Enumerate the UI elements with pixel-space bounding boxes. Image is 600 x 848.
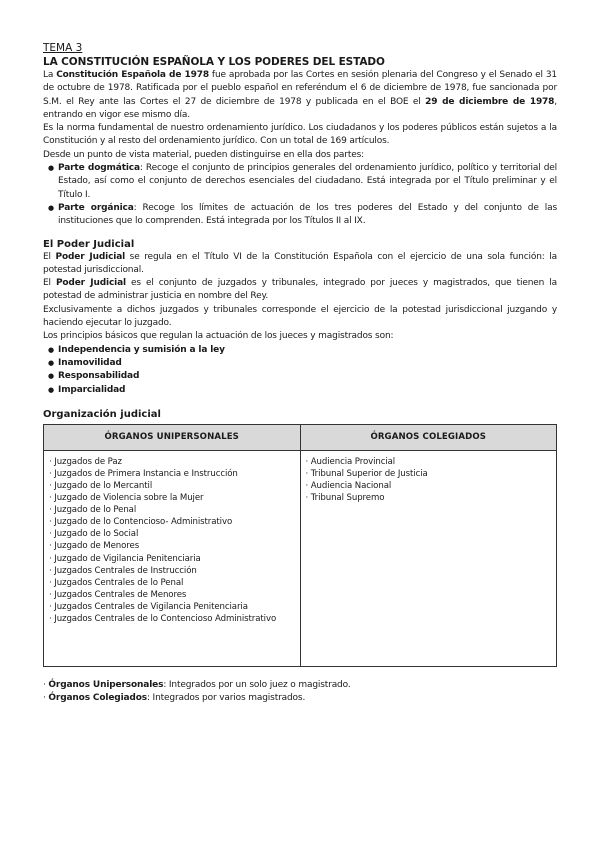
pj-paragraph-4: Los principios básicos que regulan la actuación de los jueces y magistrados son: — [43, 331, 394, 342]
column-header-unipersonales: ÓRGANOS UNIPERSONALES — [44, 424, 301, 450]
list-item: · Juzgados de Primera Instancia e Instrucción — [49, 468, 238, 479]
list-item: · Juzgados Centrales de lo Penal — [49, 577, 184, 588]
column-header-colegiados: ÓRGANOS COLEGIADOS — [300, 424, 557, 450]
unipersonales-list — [49, 456, 296, 625]
intro-paragraph-1: La Constitución Española de 1978 fue aprobada por las Cortes en sesión plenaria del Congreso y el Senado el 31 de octubre de 1978. Ratificada por el pueblo español en referéndum el 6 de diciembre de 1978, fue sancionada por S.M. el Rey ante las Cortes el 27 de diciembre de 1978 y publicada en el BOE el 29 de diciembre de 1978, entrando en vigor ese mismo día. — [43, 70, 558, 120]
section-heading-poder-judicial: El Poder Judicial — [43, 238, 135, 250]
list-item: · Juzgado de lo Social — [49, 529, 139, 540]
notes — [43, 679, 557, 706]
list-item: · Juzgados Centrales de Instrucción — [49, 565, 197, 576]
tema-label: TEMA 3 — [43, 42, 83, 54]
list-item: · Juzgado de Violencia sobre la Mujer — [49, 493, 204, 504]
list-item: · Tribunal Superior de Justicia — [305, 468, 428, 479]
pj-paragraph-3: Exclusivamente a dichos juzgados y tribunales corresponde el ejercicio de la potestad jurisdiccional juzgando y haciendo ejecutar lo juzgado. — [43, 304, 557, 329]
list-item: · Juzgado de Menores — [49, 541, 140, 552]
pj-paragraph-2: El Poder Judicial es el conjunto de juzgados y tribunales, integrado por jueces y magistrados, que tienen la potestad de administrar justicia en nombre del Rey. — [43, 278, 557, 302]
list-item: · Juzgados Centrales de Menores — [49, 589, 187, 600]
cell-colegiados — [300, 450, 557, 666]
list-item: · Audiencia Nacional — [305, 481, 392, 492]
list-item: ● Parte dogmática: Recoge el conjunto de principios generales del ordenamiento jurídico, político y territorial del Estado, así como el conjunto de derechos esenciales del ciudadano. Está integrada por el Título preliminar y el Título I. — [43, 162, 557, 202]
list-item: ● Independencia y sumisión a la ley — [43, 344, 557, 357]
organization-table — [43, 424, 557, 667]
list-item: ● Imparcialidad — [43, 384, 557, 397]
intro-paragraph-2: Es la norma fundamental de nuestro ordenamiento jurídico. Los ciudadanos y los poderes públicos están sujetos a la Constitución y al resto del ordenamiento jurídico. Con un total de 169 artículos. — [43, 123, 557, 147]
document-page — [43, 42, 557, 706]
list-item: · Juzgados Centrales de lo Contencioso Administrativo — [49, 614, 277, 625]
list-item: ● Inamovilidad — [43, 357, 557, 370]
intro-paragraph-3: Desde un punto de vista material, pueden distinguirse en ella dos partes: — [43, 149, 365, 160]
colegiados-list — [306, 456, 553, 504]
document-title: LA CONSTITUCIÓN ESPAÑOLA Y LOS PODERES DEL ESTADO — [43, 56, 385, 68]
cell-unipersonales — [44, 450, 301, 666]
list-item: · Audiencia Provincial — [305, 456, 396, 467]
list-item: ● Responsabilidad — [43, 370, 557, 383]
list-item: · Juzgados Centrales de Vigilancia Penitenciaria — [49, 601, 248, 612]
parts-list — [43, 162, 557, 228]
list-item: · Juzgado de lo Penal — [49, 505, 137, 516]
list-item: · Juzgado de lo Mercantil — [49, 481, 153, 492]
list-item: · Tribunal Supremo — [305, 493, 385, 504]
pj-paragraph-1: El Poder Judicial se regula en el Título VI de la Constitución Española con el ejercicio de una sola función: la potestad jurisdiccional. — [43, 251, 557, 275]
section-heading-organizacion: Organización judicial — [43, 408, 161, 420]
principles-list — [43, 344, 557, 397]
note-unipersonales: · Órganos Unipersonales: Integrados por un solo juez o magistrado. — [43, 679, 351, 690]
list-item: · Juzgados de Paz — [49, 456, 122, 467]
note-colegiados: · Órganos Colegiados: Integrados por varios magistrados. — [43, 693, 306, 704]
list-item: · Juzgado de Vigilancia Penitenciaria — [49, 553, 201, 564]
list-item: · Juzgado de lo Contencioso- Administrativo — [49, 517, 233, 528]
list-item: ● Parte orgánica: Recoge los límites de actuación de los tres poderes del Estado y del conjunto de las instituciones que lo comprenden. Está integrada por los Títulos II al IX. — [43, 202, 557, 229]
